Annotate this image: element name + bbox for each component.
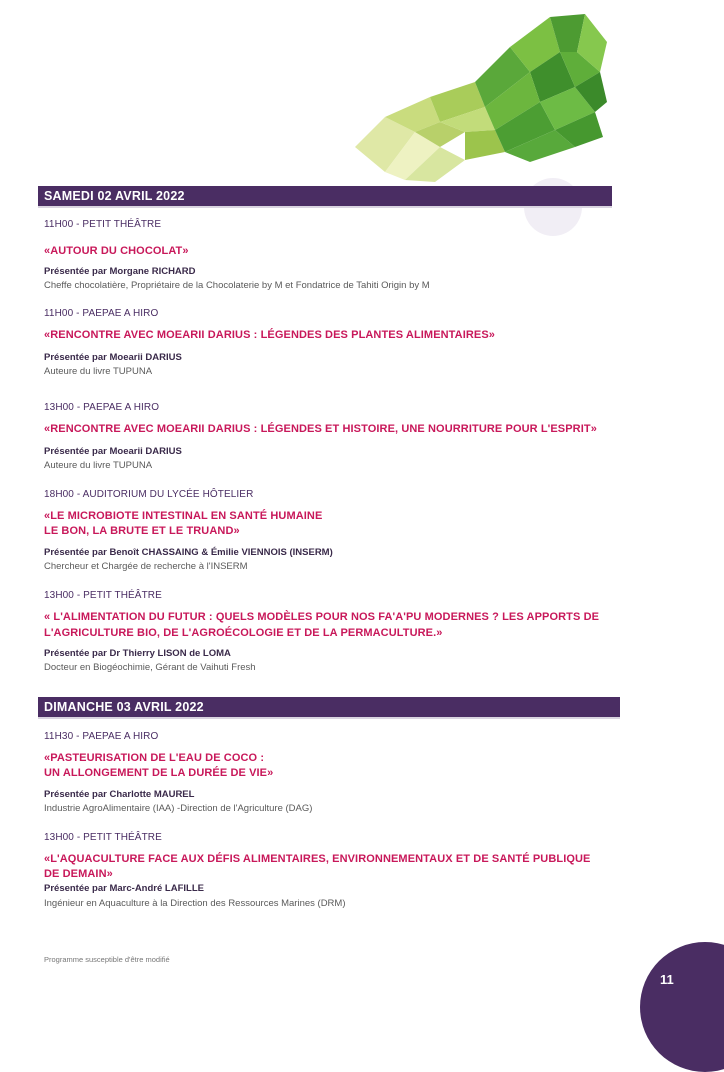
session-title-line: UN ALLONGEMENT DE LA DURÉE DE VIE» [44,767,274,779]
session-presenter: Présentée par Morgane RICHARD [44,266,196,277]
session-description: Chercheur et Chargée de recherche à l'INSERM [44,561,248,572]
footer-note: Programme susceptible d'être modifié [44,955,170,964]
session-slot: 11H30 - PAEPAE A HIRO [44,731,159,742]
session-presenter: Présentée par Benoît CHASSAING & Émilie VIENNOIS (INSERM) [44,547,333,558]
session-description: Auteure du livre TUPUNA [44,366,153,377]
session-slot: 13H00 - PETIT THÉÂTRE [44,590,162,601]
session-title-line: LE BON, LA BRUTE ET LE TRUAND» [44,525,240,537]
session-slot: 18H00 - AUDITORIUM DU LYCÉE HÔTELIER [44,489,254,500]
session-title-line: DE DEMAIN» [44,868,113,880]
session-description: Docteur en Biogéochimie, Gérant de Vaihuti Fresh [44,662,256,673]
session-description: Industrie AgroAlimentaire (IAA) -Direction de l'Agriculture (DAG) [44,803,313,814]
session-title-line: «LE MICROBIOTE INTESTINAL EN SANTÉ HUMAINE [44,510,323,522]
session-description: Auteure du livre TUPUNA [44,460,153,471]
day-header-sunday: DIMANCHE 03 AVRIL 2022 [38,697,620,717]
session-presenter: Présentée par Moearii DARIUS [44,352,182,363]
session-presenter: Présentée par Dr Thierry LISON de LOMA [44,648,231,659]
session-presenter: Présentée par Marc-André LAFILLE [44,883,204,894]
session-slot: 11H00 - PETIT THÉÂTRE [44,219,162,230]
divider [38,717,620,719]
session-title: «RENCONTRE AVEC MOEARII DARIUS : LÉGENDES ET HISTOIRE, UNE NOURRITURE POUR L'ESPRIT» [44,423,597,435]
session-title-line: L'AGRICULTURE BIO, DE L'AGROÉCOLOGIE ET DE LA PERMACULTURE.» [44,627,443,639]
session-slot: 11H00 - PAEPAE A HIRO [44,308,159,319]
session-description: Ingénieur en Aquaculture à la Direction des Ressources Marines (DRM) [44,898,346,909]
session-title: «RENCONTRE AVEC MOEARII DARIUS : LÉGENDES DES PLANTES ALIMENTAIRES» [44,329,496,341]
session-slot: 13H00 - PAEPAE A HIRO [44,402,160,413]
divider [38,206,612,208]
session-title: «AUTOUR DU CHOCOLAT» [44,245,189,257]
bok-choy-illustration [345,12,615,184]
session-presenter: Présentée par Moearii DARIUS [44,446,182,457]
session-title-line: « L'ALIMENTATION DU FUTUR : QUELS MODÈLES POUR NOS FA'A'PU MODERNES ? LES APPORTS DE [44,611,600,623]
session-presenter: Présentée par Charlotte MAUREL [44,789,195,800]
session-slot: 13H00 - PETIT THÉÂTRE [44,832,162,843]
session-title-line: «L'AQUACULTURE FACE AUX DÉFIS ALIMENTAIRES, ENVIRONNEMENTAUX ET DE SANTÉ PUBLIQUE [44,853,591,865]
session-title-line: «PASTEURISATION DE L'EAU DE COCO : [44,752,265,764]
page-number: 11 [660,972,674,987]
day-header-saturday: SAMEDI 02 AVRIL 2022 [38,186,612,206]
page-number-badge [640,942,724,1072]
session-description: Cheffe chocolatière, Propriétaire de la Chocolaterie by M et Fondatrice de Tahiti Origin by M [44,280,430,291]
